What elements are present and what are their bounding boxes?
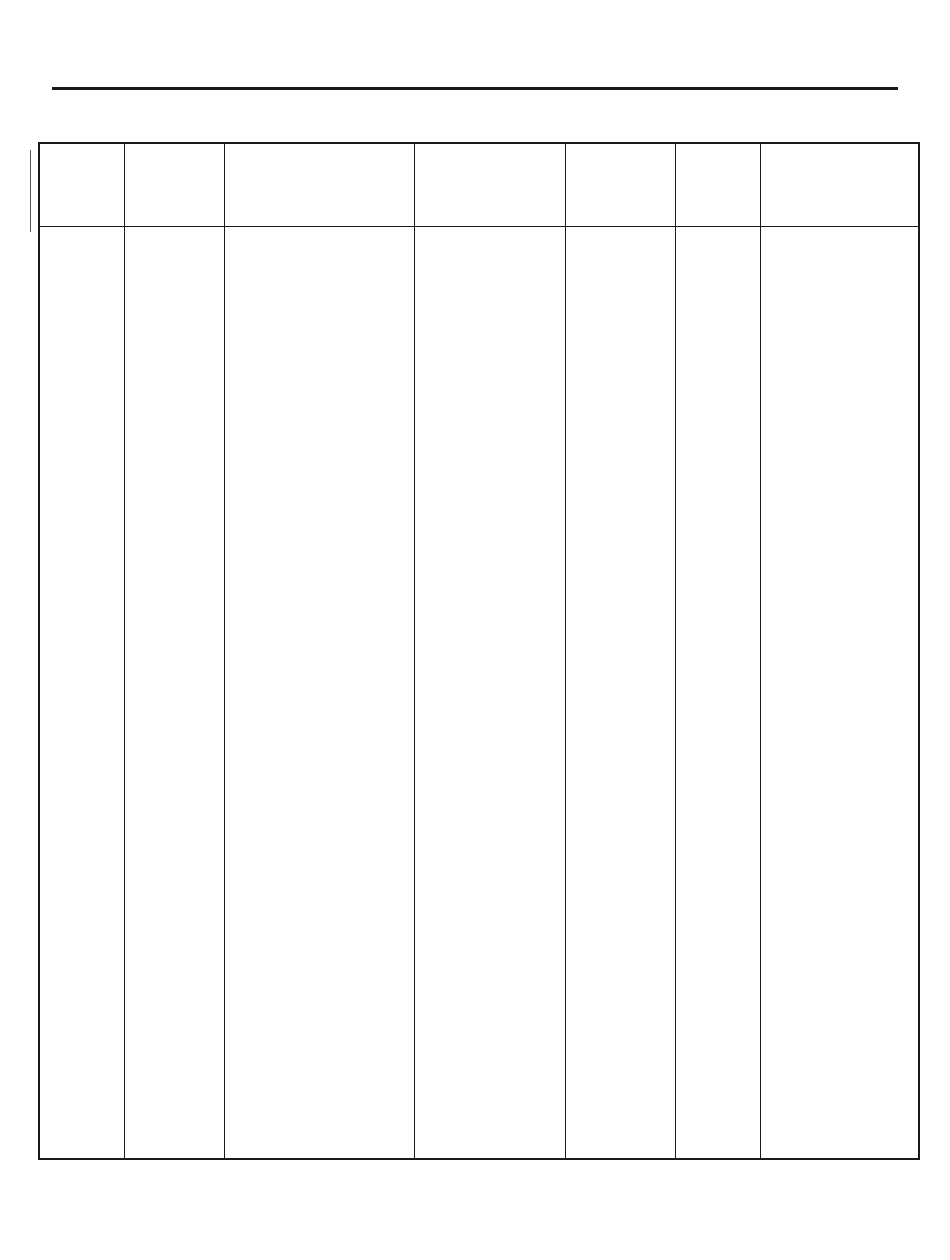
col-divider — [124, 144, 125, 1158]
col-divider — [565, 144, 566, 1158]
dimension-table — [38, 142, 920, 1160]
col-divider — [675, 144, 676, 1158]
col-divider — [224, 144, 225, 1158]
col-divider — [760, 144, 761, 1158]
margin-mark — [30, 150, 31, 232]
header-divider — [40, 226, 918, 227]
col-divider — [414, 144, 415, 1158]
top-rule — [52, 87, 898, 90]
